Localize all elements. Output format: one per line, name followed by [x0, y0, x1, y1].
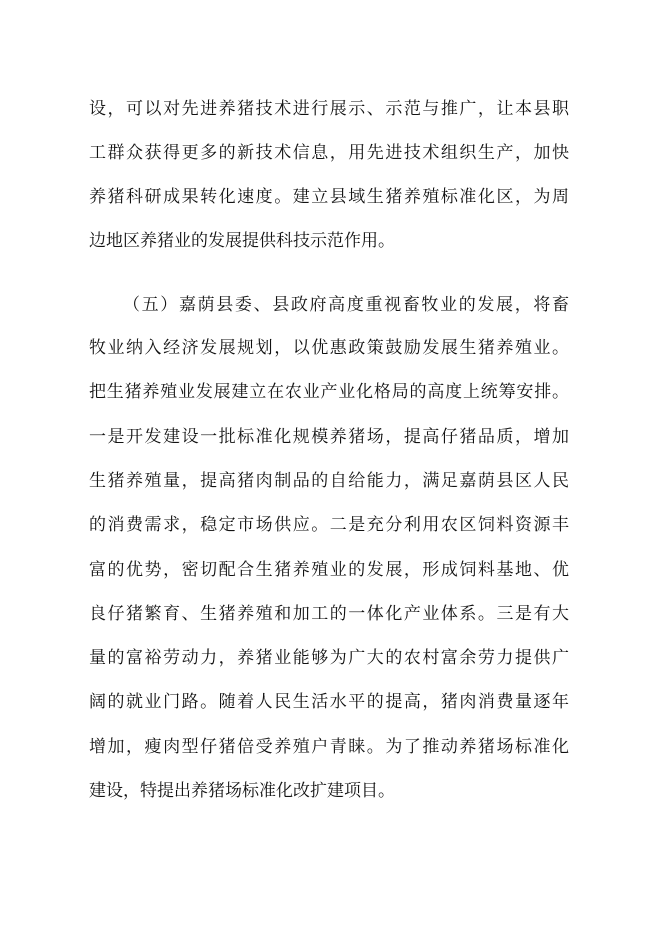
text-line: 设，可以对先进养猪技术进行展示、示范与推广，让本县职: [89, 99, 569, 119]
text-line: 增加，瘦肉型仔猪倍受养殖户青睐。为了推动养猪场标准化: [89, 737, 569, 757]
text-line: 工群众获得更多的新技术信息，用先进技术组织生产，加快: [89, 143, 569, 163]
text-line: 生猪养殖量，提高猪肉制品的自给能力，满足嘉荫县区人民: [89, 471, 569, 491]
text-line: 阔的就业门路。随着人民生活水平的提高，猪肉消费量逐年: [89, 692, 569, 712]
text-line: 富的优势，密切配合生猪养殖业的发展，形成饲料基地、优: [89, 560, 569, 580]
paragraph-first-line: （五）嘉荫县委、县政府高度重视畜牧业的发展，将畜: [123, 295, 569, 315]
body-text: [89, 99, 569, 802]
text-line: 牧业纳入经济发展规划，以优惠政策鼓励发展生猪养殖业。: [89, 338, 569, 358]
text-line: 量的富裕劳动力，养猪业能够为广大的农村富余劳力提供广: [89, 648, 569, 668]
text-line: 把生猪养殖业发展建立在农业产业化格局的高度上统筹安排。: [89, 382, 569, 402]
text-line: 建设，特提出养猪场标准化改扩建项目。: [89, 781, 395, 801]
text-line: 一是开发建设一批标准化规模养猪场，提高仔猪品质，增加: [89, 427, 569, 447]
text-line: 良仔猪繁育、生猪养殖和加工的一体化产业体系。三是有大: [89, 604, 569, 624]
text-line: 的消费需求，稳定市场供应。二是充分利用农区饲料资源丰: [89, 515, 569, 535]
text-line: 养猪科研成果转化速度。建立县域生猪养殖标准化区，为周: [89, 187, 569, 207]
text-line: 边地区养猪业的发展提供科技示范作用。: [89, 231, 395, 251]
